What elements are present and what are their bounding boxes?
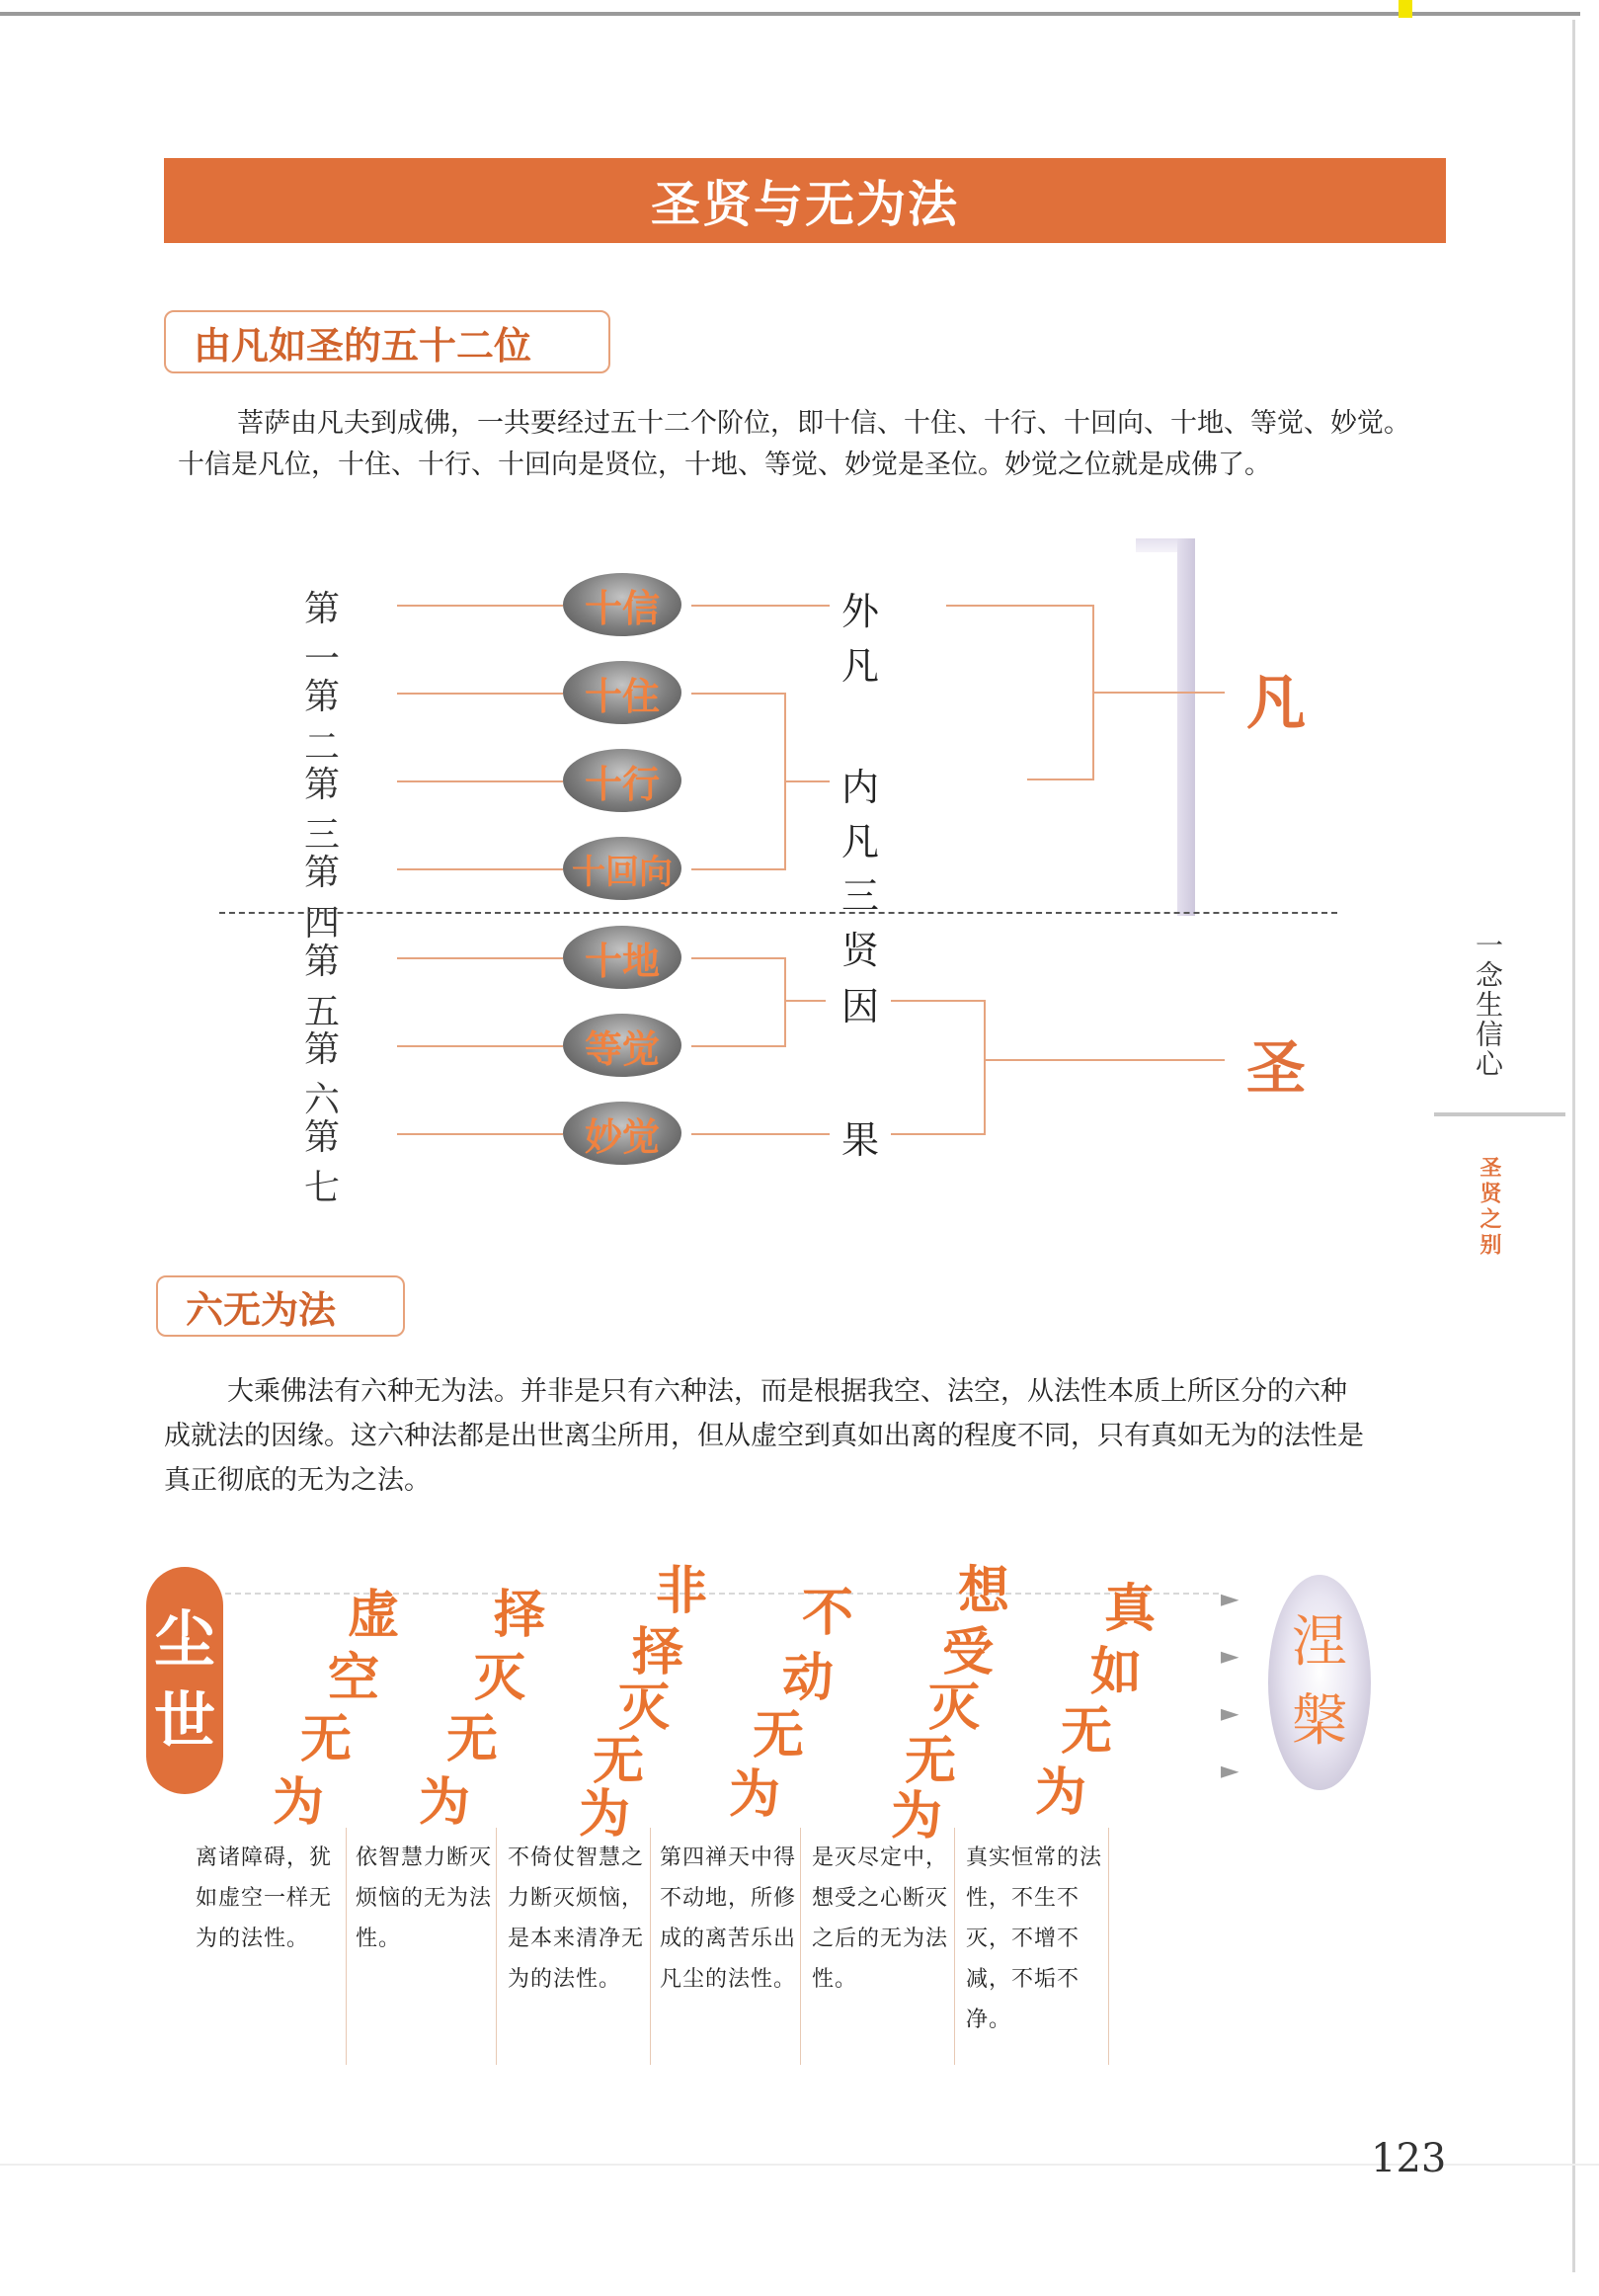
flow-char: 无 <box>593 1732 645 1791</box>
flow-char: 为 <box>579 1785 631 1845</box>
flow-char: 动 <box>782 1649 835 1708</box>
flow-description: 第四禅天中得不动地，所修成的离苦乐出凡尘的法性。 <box>660 1845 797 1992</box>
stage-pill: 妙觉 <box>563 1102 681 1165</box>
row-label: 第七 <box>304 1117 341 1208</box>
flow-char: 为 <box>419 1773 471 1833</box>
page-number: 123 <box>1371 2136 1447 2181</box>
flow-char: 灭 <box>618 1679 671 1738</box>
intro-paragraph: 菩萨由凡夫到成佛，一共要经过五十二个阶位，即十信、十住、十行、十回向、十地、等觉、妙觉。十信是凡位，十住、十行、十回向是贤位，十地、等觉、妙觉是圣位。妙觉之位就是成佛了。 <box>178 408 1410 480</box>
arrow-icon: ► <box>1221 1699 1239 1727</box>
arrow-icon: ► <box>1221 1642 1239 1670</box>
row-label: 第四 <box>304 853 341 943</box>
flow-char: 非 <box>656 1562 708 1621</box>
row-label: 第六 <box>304 1029 341 1120</box>
row-label: 第二 <box>304 677 341 768</box>
flow-char: 择 <box>494 1586 546 1645</box>
page-top-rule <box>0 12 1580 16</box>
group-neifan: 内凡三贤 <box>841 766 880 972</box>
stage-pill: 等觉 <box>563 1014 681 1077</box>
flow-char: 无 <box>1061 1702 1113 1762</box>
diagram-shadow <box>1177 538 1195 916</box>
stage-pill: 十信 <box>563 573 681 636</box>
arrow-icon: ► <box>1221 1757 1239 1784</box>
label-fan: 凡 <box>1246 669 1306 738</box>
page-title: 圣贤与无为法 <box>651 175 959 233</box>
label-sheng: 圣 <box>1246 1034 1306 1104</box>
section-heading-52-stages: 由凡如圣的五十二位 <box>164 310 610 373</box>
section-sidebar: 圣贤之别 <box>1477 1156 1502 1259</box>
flow-char: 不 <box>802 1584 854 1643</box>
flow-description: 是灭尽定中，想受之心断灭之后的无为法性。 <box>812 1845 949 1992</box>
stage-pill: 十住 <box>563 661 681 724</box>
flow-char: 如 <box>1090 1643 1143 1702</box>
row-label: 第三 <box>304 765 341 856</box>
flow-description: 真实恒常的法性，不生不灭，不增不减，不垢不净。 <box>966 1845 1103 2032</box>
sidebar-divider <box>1434 1112 1565 1116</box>
flow-char: 受 <box>942 1623 995 1682</box>
flow-char: 为 <box>729 1765 781 1825</box>
flow-description: 离诸障碍，犹如虚空一样无为的法性。 <box>196 1845 333 1951</box>
six-paragraph: 大乘佛法有六种无为法。并非是只有六种法，而是根据我空、法空，从法性本质上所区分的六种成就法的因缘。这六种法都是出世离尘所用，但从虚空到真如出离的程度不同，只有真如无为的法性是真正彻底的无为之法。 <box>164 1376 1364 1496</box>
flow-char: 无 <box>300 1710 353 1769</box>
start-badge-chenshi: 尘 世 <box>146 1567 223 1794</box>
section-heading-six-unconditioned: 六无为法 <box>156 1275 405 1337</box>
stage-pill: 十回向 <box>563 837 681 900</box>
flow-char: 空 <box>328 1649 380 1708</box>
page-tab-marker <box>1399 0 1412 18</box>
group-guo: 果 <box>841 1118 880 1162</box>
row-label: 第五 <box>304 942 341 1032</box>
arrow-icon: ► <box>1221 1585 1239 1612</box>
flow-char: 虚 <box>348 1586 400 1645</box>
flow-description: 不倚仗智慧之力断灭烦恼，是本来清净无为的法性。 <box>508 1845 645 1992</box>
flow-char: 真 <box>1104 1580 1157 1639</box>
flow-char: 为 <box>891 1787 943 1846</box>
page-edge <box>1572 20 1575 2272</box>
bottom-rule <box>0 2164 1599 2166</box>
flow-char: 为 <box>1035 1763 1087 1823</box>
flow-char: 无 <box>905 1732 957 1791</box>
flow-char: 想 <box>958 1562 1010 1621</box>
title-bar <box>164 158 1446 243</box>
row-label: 第一 <box>304 589 341 680</box>
group-yin: 因 <box>841 985 880 1028</box>
flow-char: 择 <box>632 1623 684 1682</box>
group-waifan: 外凡 <box>841 590 880 688</box>
flow-char: 为 <box>273 1773 325 1833</box>
flow-char: 无 <box>753 1706 805 1765</box>
stage-pill: 十地 <box>563 926 681 989</box>
flow-char: 灭 <box>474 1649 526 1708</box>
stage-pill: 十行 <box>563 749 681 812</box>
fan-sheng-separator <box>219 912 1337 914</box>
flow-char: 无 <box>446 1710 499 1769</box>
flow-description: 依智慧力断灭烦恼的无为法性。 <box>356 1845 493 1951</box>
chapter-sidebar: 一念生信心 <box>1472 931 1504 1079</box>
flow-char: 灭 <box>928 1679 981 1738</box>
end-badge-niepan: 涅 槃 <box>1268 1575 1371 1790</box>
